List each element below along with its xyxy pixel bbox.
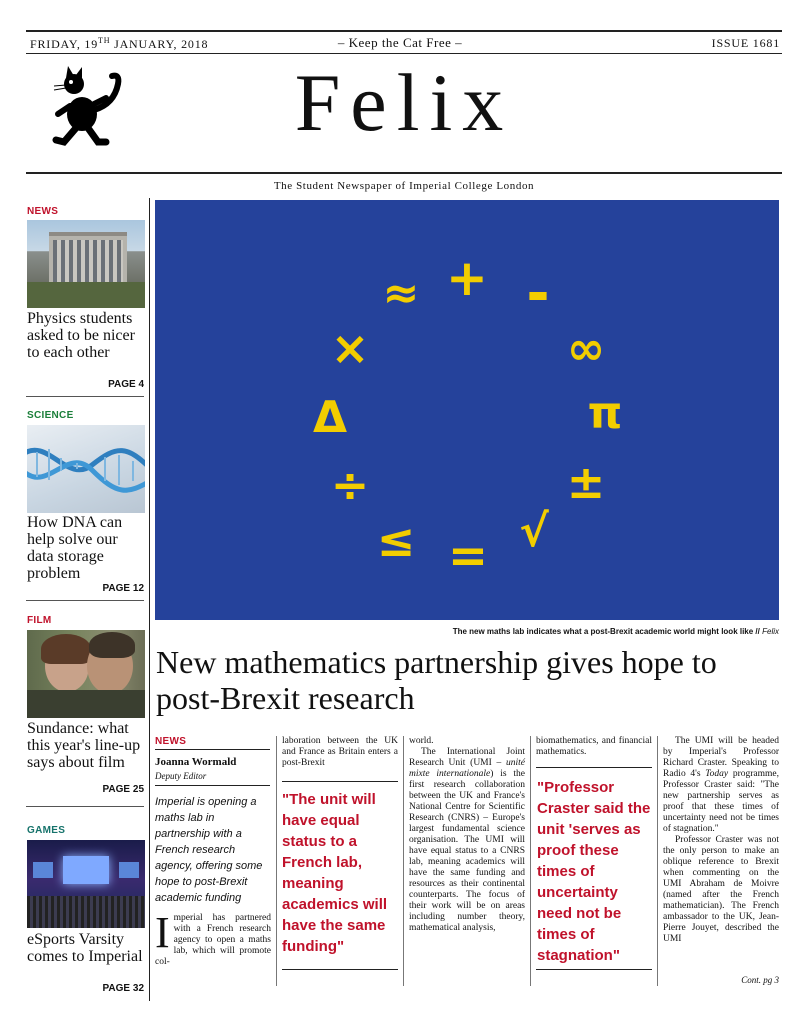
article-standfirst: Imperial is opening a maths lab in partnership with a French research agency, offering some hope to post-Brexit academic funding [155, 796, 263, 904]
pull-quote-1: "The unit will have equal status to a French lab, meaning academics will have the same funding" [282, 791, 388, 955]
column-rule [155, 749, 270, 750]
article-headline[interactable]: New mathematics partnership gives hope to post-Brexit research [156, 644, 717, 716]
sidebar-thumb-physics-building[interactable] [27, 220, 145, 308]
article-section-news: NEWS [155, 736, 187, 747]
article-author-role: Deputy Editor [155, 771, 207, 781]
top-rule [26, 30, 782, 32]
sidebar-rule [26, 600, 144, 601]
symbol-times: × [330, 321, 370, 375]
tagline: – Keep the Cat Free – [337, 35, 463, 50]
sidebar-headline-sundance[interactable]: Sundance: what this year's line-up says about film [27, 720, 141, 771]
masthead-rule-top [26, 53, 782, 54]
article-column-3: world. The International Joint Research Unit (UMI – unité mixte internationale) is the first research collaboration between the UK and France's National Centre for Scientific Research (CNRS) – Europe's largest fundamental science organisation. The UMI will have equal status to a CNRS lab, meaning academics will have the same funding and resources as their continental counterparts. The focus of their work will be on areas including number theory, mathematical analysis, [409, 736, 525, 933]
sidebar-divider [149, 198, 150, 1001]
symbol-pi: π [587, 388, 623, 439]
article-column-2: laboration between the UK and France as Britain enters a post-Brexit [282, 736, 398, 768]
article-column-4: biomathematics, and financial mathematics. [536, 736, 652, 757]
masthead-rule-bottom [26, 172, 782, 174]
column-rule [155, 785, 270, 786]
column-divider [657, 736, 658, 986]
sidebar-section-film: FILM [27, 615, 52, 626]
symbol-infinity: ∞ [566, 321, 606, 375]
sidebar-section-science: SCIENCE [27, 410, 74, 421]
issue-number: ISSUE 1681 [711, 36, 780, 50]
symbol-equals: = [447, 528, 489, 584]
continued-link[interactable]: Cont. pg 3 [741, 975, 779, 985]
sidebar-headline-esports[interactable]: eSports Varsity comes to Imperial [27, 931, 143, 965]
symbol-minus: - [526, 261, 550, 326]
sidebar-page-ref-4[interactable]: PAGE 4 [108, 379, 144, 390]
issue-date: FRIDAY, 19TH JANUARY, 2018 [30, 36, 209, 51]
sidebar-rule [26, 806, 144, 807]
hero-maths-symbols-image [155, 200, 779, 620]
sidebar-headline-physics[interactable]: Physics students asked to be nicer to each other [27, 310, 135, 361]
column-divider [276, 736, 277, 986]
sidebar-page-ref-25[interactable]: PAGE 25 [102, 784, 144, 795]
symbol-approx: ≈ [382, 268, 420, 319]
sidebar-section-news: NEWS [27, 206, 59, 217]
masthead-subtitle: The Student Newspaper of Imperial College London [273, 180, 535, 192]
masthead-title: Felix [294, 57, 514, 148]
sidebar-headline-dna[interactable]: How DNA can help solve our data storage problem [27, 514, 123, 582]
symbol-divide: ÷ [330, 458, 370, 512]
article-author[interactable]: Joanna Wormald [155, 756, 237, 768]
column-divider [530, 736, 531, 986]
symbol-less-equal: ≤ [376, 513, 416, 567]
pull-quote-2: "Professor Craster said the unit 'serves as proof these times of uncertainty need not be times of stagnation" [537, 779, 651, 964]
pull-quote-rule [536, 767, 652, 768]
article-column-1: Imperial has partnered with a French research agency to open a maths lab, which will promote col- [155, 908, 271, 967]
sidebar-thumb-dna[interactable] [27, 425, 145, 513]
symbol-delta: Δ [312, 392, 348, 443]
symbol-sqrt: √ [519, 506, 549, 557]
column-divider [403, 736, 404, 986]
hero-caption: The new maths lab indicates what a post-Brexit academic world might look like // Felix [452, 627, 779, 636]
sidebar-page-ref-32[interactable]: PAGE 32 [102, 983, 144, 994]
symbol-plus: + [446, 249, 488, 307]
sidebar-rule [26, 396, 144, 397]
symbol-plus-minus: ± [566, 455, 606, 509]
pull-quote-rule [282, 969, 398, 970]
article-dropcap: I [155, 908, 170, 957]
sidebar-thumb-sundance-film[interactable] [27, 630, 145, 718]
pull-quote-rule [282, 781, 398, 782]
sidebar-section-games: GAMES [27, 825, 66, 836]
sidebar-page-ref-12[interactable]: PAGE 12 [102, 583, 144, 594]
sidebar-thumb-esports-arena[interactable] [27, 840, 145, 928]
article-column-5: The UMI will be headed by Imperial's Professor Richard Craster. Speaking to Radio 4's Today programme, Professor Craster said: "The new partnership serves as proof that these times of uncertainty need not be times of stagnation." Professor Craster was not the only person to make an oblique reference to Brexit when commenting on the UMI Abraham de Moivre (named after the French mathematician). The French ambassador to the UK, Jean-Pierre Jouyet, described the UMI [663, 736, 779, 944]
pull-quote-rule [536, 969, 652, 970]
